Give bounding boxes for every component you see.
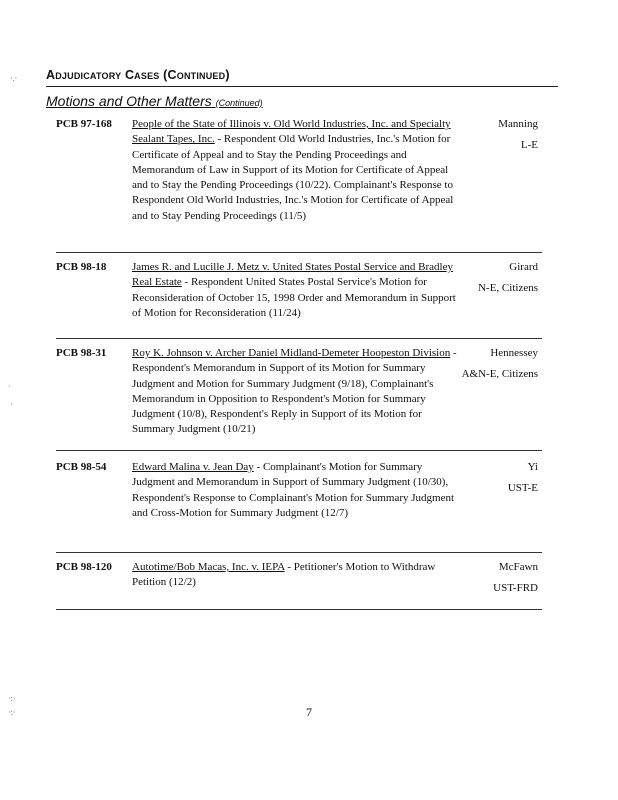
case-parties: Roy K. Johnson v. Archer Daniel Midland-Demeter Hoopeston Division <box>132 347 451 359</box>
case-assignment <box>458 346 538 383</box>
case-number: PCB 98-31 <box>56 347 107 359</box>
case-divider <box>56 609 542 610</box>
case-divider <box>56 252 542 253</box>
case-assignment <box>458 117 538 154</box>
case-entry <box>56 460 544 536</box>
case-description <box>132 346 462 438</box>
section-continued-label: (Continued) <box>215 98 263 108</box>
case-parties: Edward Malina v. Jean Day <box>132 461 254 473</box>
case-number: PCB 98-120 <box>56 561 112 573</box>
scan-speck: · <box>10 400 13 409</box>
case-category: N-E, Citizens <box>478 282 538 295</box>
case-text: - Petitioner's Motion to Withdraw Petition (12/2) <box>132 561 436 589</box>
page-header-title: Adjudicatory Cases (Continued) <box>46 68 230 82</box>
case-number: PCB 98-54 <box>56 461 107 473</box>
case-description <box>132 117 462 224</box>
case-description <box>132 460 462 521</box>
case-description <box>132 260 462 321</box>
board-member: Yi <box>527 461 538 473</box>
header-divider <box>46 86 558 87</box>
scan-speck: ·:· <box>8 694 16 703</box>
board-member: Girard <box>509 261 538 273</box>
case-divider <box>56 338 542 339</box>
case-assignment <box>458 260 538 297</box>
case-text: - Respondent Old World Industries, Inc.'s Motion for Certificate of Appeal and to Stay the Pending Proceedings and Memorandum of Law in Support of its Motion for Certificate of Appeal and to Stay the Pending Proceedings (10/22). Complainant's Response to Respondent Old World Industries, Inc.'s Motion for Certificate of Appeal and to Stay Pending Proceedings (11/5) <box>132 133 454 222</box>
section-title <box>46 93 263 109</box>
board-member: Manning <box>498 118 538 130</box>
case-entry <box>56 346 544 436</box>
section-title-text: Motions and Other Matters <box>46 93 212 109</box>
scan-speck: ·.· <box>10 74 18 83</box>
case-divider <box>56 450 542 451</box>
case-category: A&N-E, Citizens <box>461 368 538 381</box>
scan-speck: ·:· <box>8 708 16 717</box>
case-category: UST-FRD <box>493 582 538 595</box>
case-parties: James R. and Lucille J. Metz v. United States Postal Service and Bradley Real Estate <box>132 261 453 289</box>
case-text: - Complainant's Motion for Summary Judgment and Memorandum in Support of Summary Judgment (10/30), Respondent's Response to Complainant's Motion for Summary Judgment and Cross-Motion for Summary Judgment (12/7) <box>132 461 455 519</box>
case-divider <box>56 552 542 553</box>
case-category: UST-E <box>507 482 538 495</box>
case-parties: People of the State of Illinois v. Old World Industries, Inc. and Specialty Sealant Tapes, Inc. <box>132 118 451 146</box>
case-text: - Respondent's Memorandum in Support of its Motion for Summary Judgment and Motion for Summary Judgment (9/18), Complainant's Memorandum in Opposition to Respondent's Motion for Summary Judgment (10/8), Respondent's Reply in Support of its Motion for Summary Judgment (10/21) <box>132 347 457 436</box>
case-assignment <box>458 460 538 497</box>
case-description <box>132 560 462 591</box>
board-member: Hennessey <box>490 347 538 359</box>
case-entry <box>56 560 544 600</box>
case-parties: Autotime/Bob Macas, Inc. v. IEPA <box>132 561 285 573</box>
board-member: McFawn <box>498 561 538 573</box>
page-number: 7 <box>306 705 312 719</box>
case-entry <box>56 260 544 322</box>
case-entry <box>56 117 544 242</box>
scan-speck: · <box>8 382 11 391</box>
case-number: PCB 98-18 <box>56 261 107 273</box>
case-number: PCB 97-168 <box>56 118 112 130</box>
case-text: - Respondent United States Postal Service's Motion for Reconsideration of October 15, 1998 Order and Memorandum in Support of Motion for Reconsideration (11/24) <box>132 276 456 319</box>
case-assignment <box>458 560 538 597</box>
case-category: L-E <box>520 139 538 152</box>
